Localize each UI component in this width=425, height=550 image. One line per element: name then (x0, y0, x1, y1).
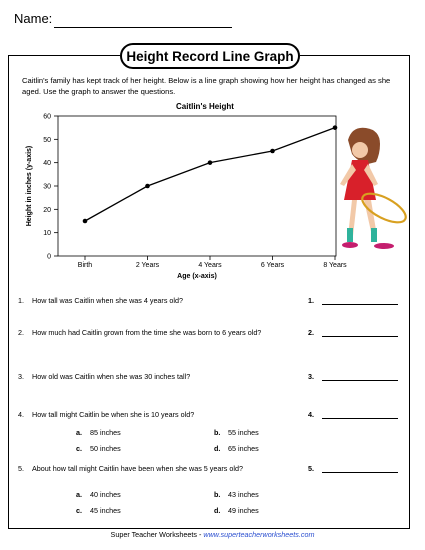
y-tick-label: 40 (43, 160, 51, 168)
choice-text: 85 inches (90, 428, 121, 437)
x-tick-label: 4 Years (198, 262, 222, 269)
answer-number: 5. (308, 464, 314, 473)
x-tick-label: Birth (77, 262, 93, 269)
choice-letter: c. (76, 444, 82, 453)
answer-choice[interactable] (214, 490, 259, 499)
answer-choice[interactable] (76, 490, 121, 499)
answer-blank[interactable] (322, 336, 398, 337)
question-text: About how tall might Caitlin have been when she was 5 years old? (32, 464, 243, 473)
choice-letter: b. (214, 428, 221, 437)
y-tick-label: 50 (43, 136, 51, 144)
choice-text: 49 inches (228, 506, 259, 515)
question-number: 1. (18, 296, 24, 305)
answer-choice[interactable] (214, 444, 259, 453)
choice-text: 50 inches (90, 444, 121, 453)
answer-number: 4. (308, 410, 314, 419)
question-5 (18, 464, 298, 474)
choice-letter: a. (76, 490, 82, 499)
x-tick-label: 6 Years (260, 262, 285, 269)
question-3 (18, 372, 298, 382)
chart-title: Caitlin's Height (176, 102, 234, 111)
question-text: How tall might Caitlin be when she is 10 years old? (32, 410, 195, 419)
question-1 (18, 296, 298, 306)
y-tick-label: 30 (43, 183, 51, 191)
choice-letter: d. (214, 506, 221, 515)
answer-number: 1. (308, 296, 314, 305)
answer-blank[interactable] (322, 418, 398, 419)
data-point (270, 149, 275, 154)
question-4 (18, 410, 298, 420)
choice-letter: d. (214, 444, 221, 453)
question-number: 5. (18, 464, 24, 473)
choice-text: 65 inches (228, 444, 259, 453)
answer-blank[interactable] (322, 472, 398, 473)
choice-letter: b. (214, 490, 221, 499)
data-point (145, 184, 150, 189)
y-axis-title: Height in inches (y-axis) (26, 145, 33, 227)
name-label: Name: (14, 11, 53, 26)
x-axis-title: Age (x-axis) (177, 273, 217, 280)
question-number: 3. (18, 372, 24, 381)
x-tick-label: 8 Years (323, 262, 347, 269)
y-tick-label: 0 (47, 253, 51, 261)
choice-letter: c. (76, 506, 82, 515)
answer-blank[interactable] (322, 304, 398, 305)
answer-choice[interactable] (214, 506, 259, 515)
answer-choice[interactable] (214, 428, 259, 437)
y-tick-label: 20 (43, 206, 51, 214)
data-point (333, 125, 338, 130)
question-text: How tall was Caitlin when she was 4 years old? (32, 296, 184, 305)
y-tick-label: 60 (43, 113, 51, 121)
girl-hula-hoop-illustration (340, 128, 410, 249)
data-point (208, 160, 213, 165)
plot-area-border (58, 116, 336, 256)
answer-choice[interactable] (76, 506, 121, 515)
answer-choice[interactable] (76, 444, 121, 453)
choice-letter: a. (76, 428, 82, 437)
intro-text: Caitlin's family has kept track of her height. Below is a line graph showing how her height has changed as she aged. Use the graph to answer the questions. (22, 76, 391, 96)
answer-number: 3. (308, 372, 314, 381)
question-2 (18, 328, 298, 338)
answer-number: 2. (308, 328, 314, 337)
footer-brand: Super Teacher Worksheets - (110, 530, 204, 539)
question-text: How old was Caitlin when she was 30 inches tall? (32, 372, 191, 381)
question-number: 2. (18, 328, 24, 337)
series-line (85, 128, 335, 221)
question-number: 4. (18, 410, 24, 419)
choice-text: 55 inches (228, 428, 259, 437)
worksheet-title: Height Record Line Graph (120, 43, 300, 69)
footer (0, 530, 425, 539)
choice-text: 40 inches (90, 490, 121, 499)
x-tick-label: 2 Years (135, 262, 160, 269)
y-tick-label: 10 (43, 230, 51, 238)
footer-link[interactable]: www.superteacherworksheets.com (203, 530, 315, 539)
choice-text: 43 inches (228, 490, 259, 499)
choice-text: 45 inches (90, 506, 121, 515)
data-point (83, 219, 88, 224)
answer-blank[interactable] (322, 380, 398, 381)
question-text: How much had Caitlin grown from the time she was born to 6 years old? (32, 328, 262, 337)
answer-choice[interactable] (76, 428, 121, 437)
